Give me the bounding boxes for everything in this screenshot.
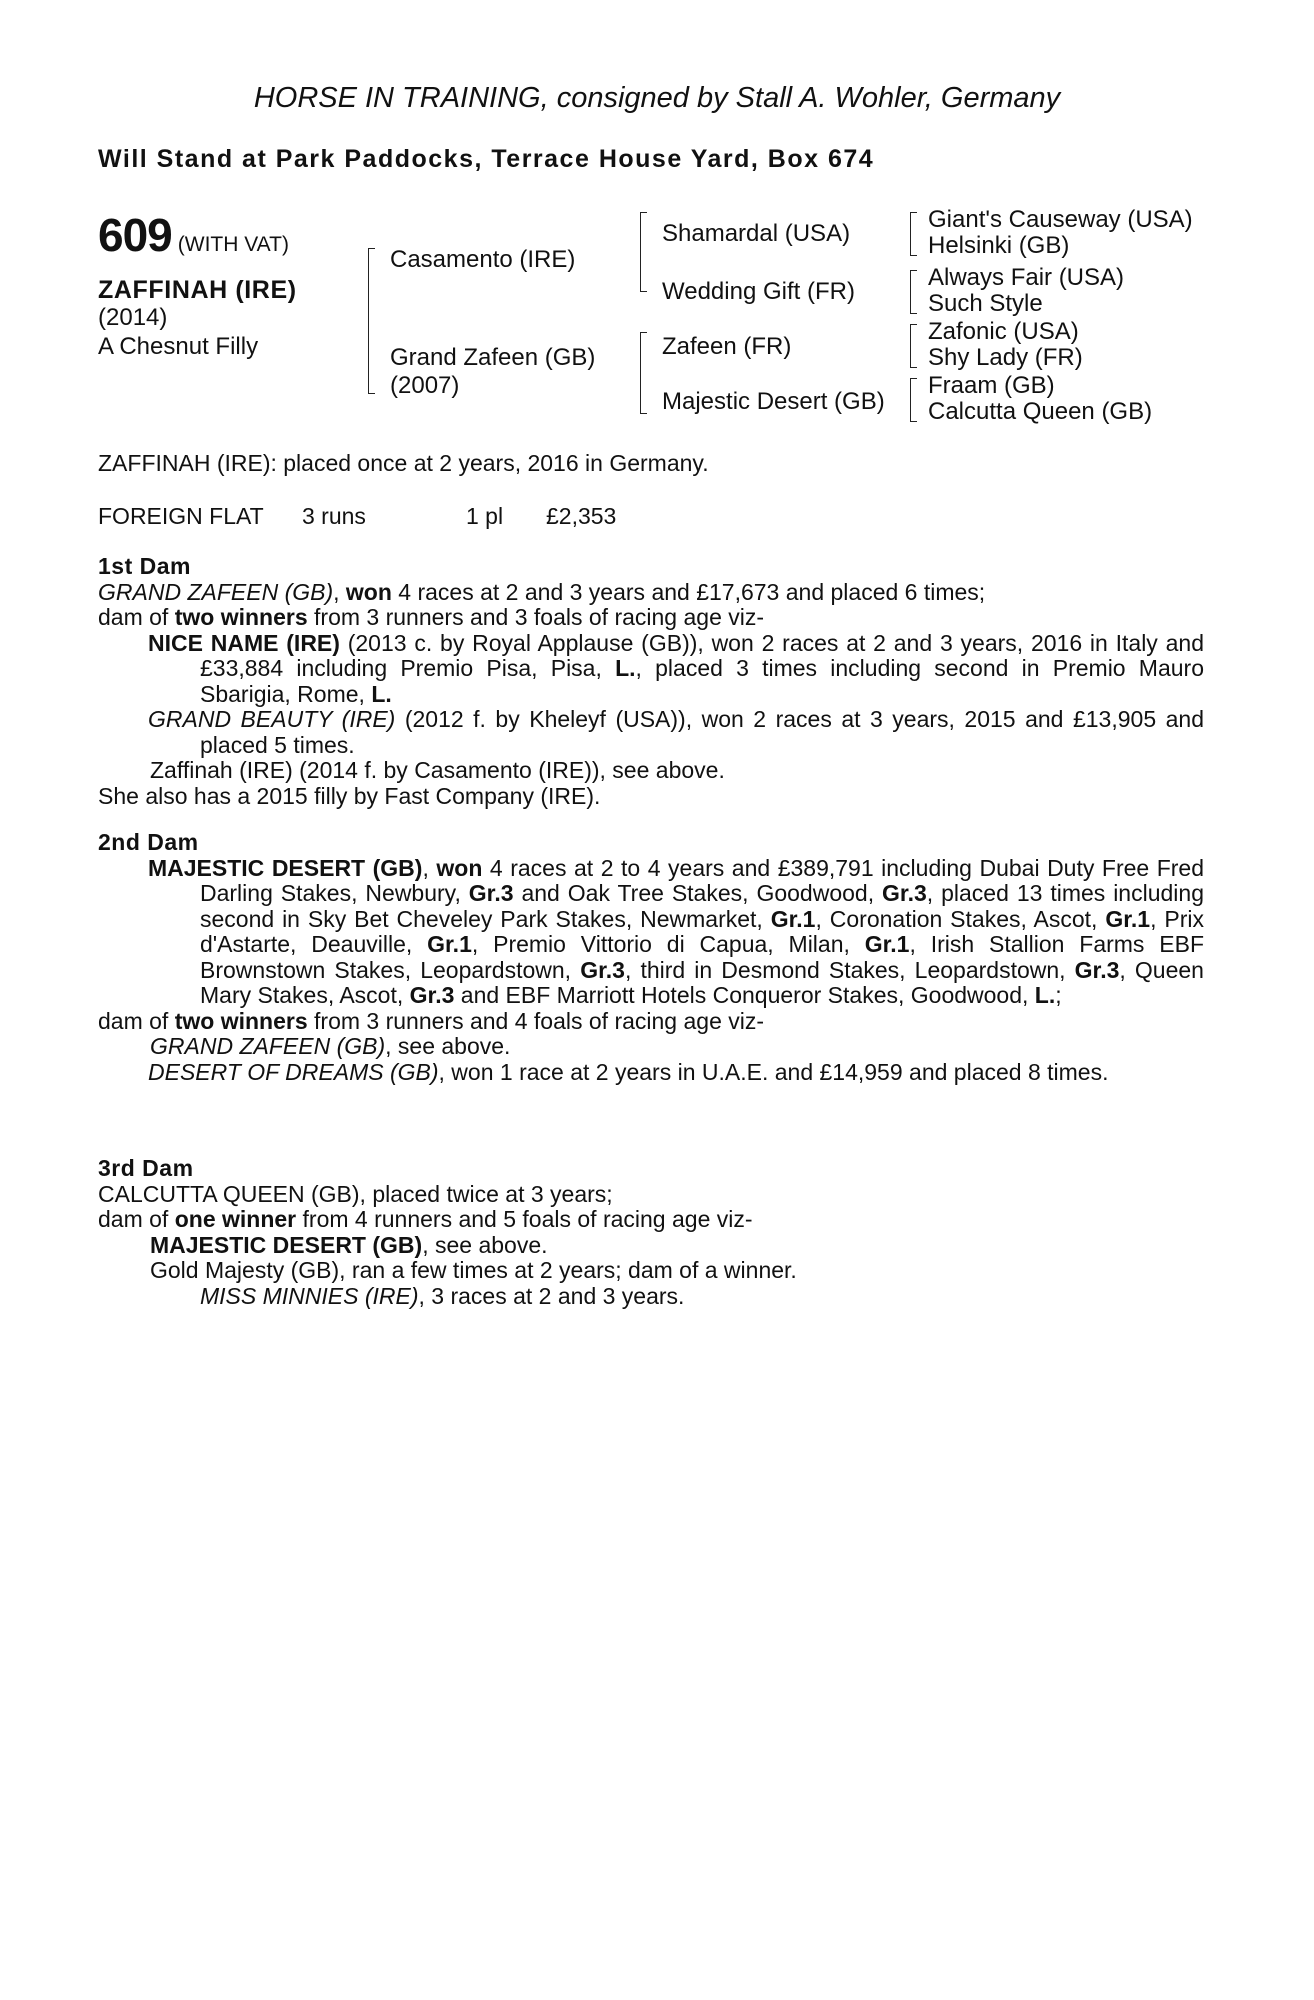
second-dam-record: MAJESTIC DESERT (GB), won 4 races at 2 to 4 years and £389,791 including Dubai Duty Free Fred Darling Stakes, Newbury, Gr.3 and Oak Tree Stakes, Goodwood, Gr.3, placed 13 times including second in Sky Bet Cheveley Park Stakes, Newmarket, Gr.1, Coronation Stakes, Ascot, Gr.1, Prix d'Astarte, Deauville, Gr.1, Premio Vittorio di Capua, Milan, Gr.1, Irish Stallion Farms EBF Brownstown Stakes, Leopardstown, Gr.3, third in Desmond Stakes, Leopardstown, Gr.3, Queen Mary Stakes, Ascot, Gr.3 and EBF Marriott Hotels Conqueror Stakes, Goodwood, L.; — [148, 854, 1204, 1008]
foaling-year: (2014) — [98, 304, 168, 331]
horse-description: A Chesnut Filly — [98, 333, 259, 360]
sire-dam-brace — [368, 248, 375, 394]
progeny-zaffinah: Zaffinah (IRE) (2014 f. by Casamento (IRE)), see above. — [150, 757, 725, 783]
dam-year: (2007) — [390, 372, 460, 399]
first-dam-note: She also has a 2015 filly by Fast Company (IRE). — [98, 782, 601, 809]
lot-number-line — [98, 208, 289, 262]
vat-note: (WITH VAT) — [177, 233, 289, 256]
second-dam-heading: 2nd Dam — [98, 829, 199, 855]
third-dam-dam-of: dam of one winner from 4 runners and 5 foals of racing age viz- — [98, 1206, 753, 1232]
g2-brace — [910, 270, 917, 314]
dam: Grand Zafeen (GB) — [390, 344, 596, 371]
record-placed: 1 pl — [466, 503, 504, 529]
stand-location: Will Stand at Park Paddocks, Terrace House Yard, Box 674 — [98, 145, 875, 173]
third-dam-line: CALCUTTA QUEEN (GB), placed twice at 3 years; — [98, 1180, 613, 1207]
second-dam-section — [98, 830, 1204, 1085]
sire-sire: Shamardal (USA) — [662, 220, 851, 247]
record-label: FOREIGN FLAT — [98, 503, 264, 529]
progeny-majestic-desert: MAJESTIC DESERT (GB), see above. — [150, 1231, 548, 1258]
dam-parents-brace — [640, 332, 647, 414]
third-dam-section — [98, 1156, 1204, 1309]
dam-sire: Zafeen (FR) — [662, 333, 792, 360]
sire: Casamento (IRE) — [390, 246, 576, 273]
progeny-grand-beauty: GRAND BEAUTY (IRE) (2012 f. by Kheleyf (USA)), won 2 races at 3 years, 2015 and £13,905 and placed 5 times. — [148, 706, 1204, 758]
progeny-miss-minnies: MISS MINNIES (IRE), 3 races at 2 and 3 years. — [200, 1282, 685, 1309]
great-granddam-3: Shy Lady (FR) — [928, 344, 1083, 371]
sire-dam: Wedding Gift (FR) — [662, 278, 855, 305]
great-granddam-1: Helsinki (GB) — [928, 232, 1070, 259]
progeny-gold-majesty: Gold Majesty (GB), ran a few times at 2 years; dam of a winner. — [150, 1257, 797, 1283]
first-dam-section — [98, 554, 1204, 809]
dam-dam: Majestic Desert (GB) — [662, 388, 885, 415]
great-granddam-4: Calcutta Queen (GB) — [928, 398, 1153, 425]
second-dam-dam-of: dam of two winners from 3 runners and 4 foals of racing age viz- — [98, 1007, 765, 1034]
progeny-desert-of-dreams: DESERT OF DREAMS (GB), won 1 race at 2 years in U.A.E. and £14,959 and placed 8 times. — [148, 1058, 1109, 1085]
first-dam-line: GRAND ZAFEEN (GB), won 4 races at 2 and 3 years and £17,673 and placed 6 times; — [98, 578, 986, 605]
great-grandsire-4: Fraam (GB) — [928, 372, 1055, 399]
g3-brace — [910, 324, 917, 368]
race-summary: ZAFFINAH (IRE): placed once at 2 years, 2016 in Germany. — [98, 450, 709, 476]
great-grandsire-3: Zafonic (USA) — [928, 318, 1079, 345]
sire-parents-brace — [640, 212, 647, 292]
great-grandsire-2: Always Fair (USA) — [928, 264, 1125, 291]
racing-record — [98, 504, 264, 530]
horse-name: ZAFFINAH (IRE) — [98, 276, 297, 304]
first-dam-dam-of: dam of two winners from 3 runners and 3 foals of racing age viz- — [98, 604, 765, 630]
consignment-header: HORSE IN TRAINING, consigned by Stall A. Wohler, Germany — [253, 82, 1061, 114]
record-runs: 3 runs — [302, 503, 366, 529]
progeny-grand-zafeen: GRAND ZAFEEN (GB), see above. — [150, 1033, 511, 1059]
great-granddam-2: Such Style — [928, 290, 1043, 317]
first-dam-heading: 1st Dam — [98, 553, 191, 579]
record-earnings: £2,353 — [546, 503, 617, 529]
progeny-nice-name: NICE NAME (IRE) (2013 c. by Royal Applause (GB)), won 2 races at 2 and 3 years, 2016 in Italy and £33,884 including Premio Pisa, Pisa, L., placed 3 times including second in Premio Mauro Sbarigia, Rome, L. — [148, 629, 1204, 707]
lot-number: 609 — [98, 209, 172, 261]
g4-brace — [910, 378, 917, 422]
third-dam-heading: 3rd Dam — [98, 1155, 194, 1181]
g1-brace — [910, 212, 917, 256]
great-grandsire-1: Giant's Causeway (USA) — [928, 206, 1193, 233]
